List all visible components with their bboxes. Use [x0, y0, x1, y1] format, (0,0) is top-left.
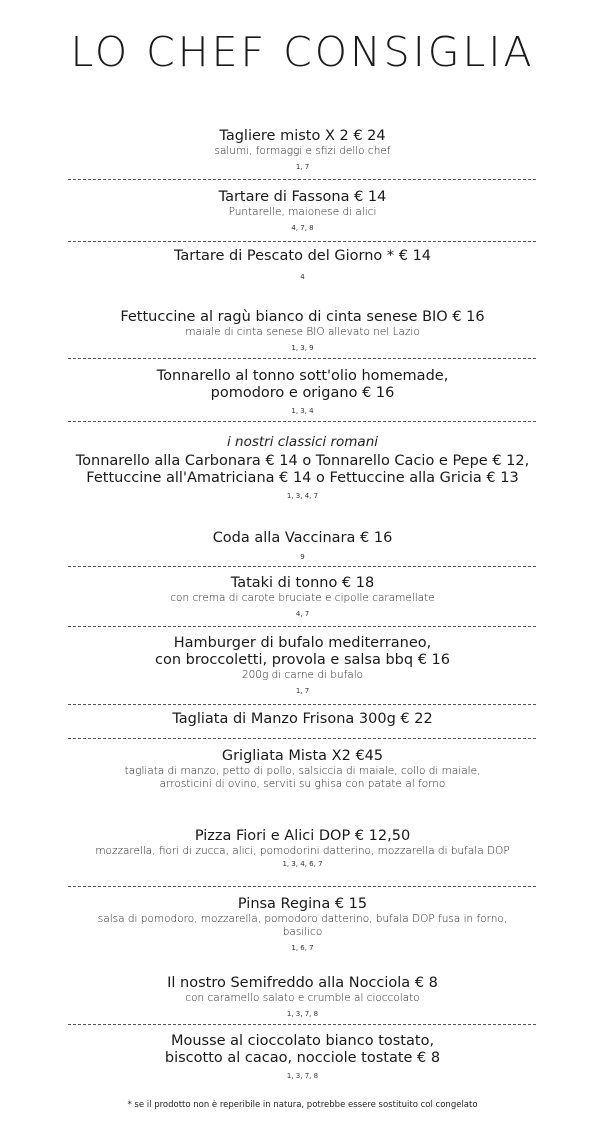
dish-description: mozzarella, fiori di zucca, alici, pomodorini datterino, mozzarella di bufala DOP	[95, 845, 510, 857]
allergens: 1, 3, 4, 7	[286, 492, 319, 500]
dish-description: tagliata di manzo, petto di pollo, salsiccia di maiale, collo di maiale, arrosticini di ovino, serviti su ghisa con patate al forno	[124, 765, 481, 790]
page-title: LO CHEF CONSIGLIA	[70, 28, 535, 76]
divider	[68, 886, 536, 887]
dish-price: € 12,50	[354, 828, 411, 844]
footnote: * se il prodotto non è reperibile in natura, potrebbe essere sostituito col congelato	[127, 1100, 478, 1110]
dish-price: € 16	[417, 652, 450, 668]
allergens: 1, 3, 4, 6, 7	[282, 860, 323, 868]
dish-price: € 16	[452, 309, 485, 325]
dish-name: Il nostro Semifreddo alla Nocciola € 8	[167, 975, 438, 991]
divider	[68, 626, 536, 627]
menu-item-pinsa-regina	[20, 896, 585, 953]
dish-price: € 14	[398, 248, 432, 264]
section-subheading: i nostri classici romani	[226, 434, 379, 450]
dish-name: Tonnarello alla Carbonara € 14 o Tonnarello Cacio e Pepe € 12, Fettuccine all'Amatriciana € 14 o Fettuccine alla Gricia € 13	[75, 453, 530, 486]
menu-item-tartare-pescato	[20, 248, 585, 282]
divider	[68, 241, 536, 242]
allergens: 4	[300, 273, 305, 281]
dish-price: € 18	[341, 575, 375, 591]
dish-description: con caramello salato e crumble al cioccolato	[185, 992, 420, 1004]
dish-name: Fettuccine al ragù bianco di cinta senese BIO € 16	[120, 309, 485, 325]
dish-description: maiale di cinta senese BIO allevato nel Lazio	[185, 326, 420, 338]
allergens: 1, 6, 7	[291, 944, 314, 952]
menu-item-tagliere	[20, 128, 585, 172]
divider	[68, 358, 536, 359]
menu-item-tataki	[20, 575, 585, 619]
dish-name: Tagliere misto X 2 € 24	[219, 128, 386, 144]
dish-price: € 16	[362, 385, 395, 401]
dish-description: 200g di carne di bufalo	[241, 669, 364, 681]
dish-price: € 14	[354, 189, 387, 205]
divider	[68, 1024, 536, 1025]
dish-name: Pinsa Regina € 15	[237, 896, 368, 912]
allergens: 1, 3, 7, 8	[286, 1010, 319, 1018]
menu-item-tonnarello-tonno	[20, 368, 585, 416]
dish-description: con crema di carote bruciate e cipolle caramellate	[170, 592, 435, 604]
allergens: 4, 7, 8	[291, 224, 314, 232]
allergens: 1, 3, 7, 8	[286, 1072, 319, 1080]
dish-name: Grigliata Mista X2 €45	[221, 748, 384, 764]
menu-item-classici-romani	[20, 434, 585, 501]
menu-item-pizza-fiori-alici	[20, 828, 585, 869]
dish-price: € 15	[334, 896, 368, 912]
dish-description: salsa di pomodoro, mozzarella, pomodoro datterino, bufala DOP fusa in forno, basilico	[97, 913, 508, 938]
dish-price: € 24	[353, 128, 386, 144]
menu-item-mousse	[20, 1033, 585, 1081]
menu-item-tagliata-manzo	[20, 711, 585, 728]
allergens: 1, 7	[295, 687, 310, 695]
dish-price: € 22	[400, 711, 433, 727]
menu-item-coda-vaccinara	[20, 530, 585, 562]
dish-price: € 16	[360, 530, 393, 546]
menu-item-semifreddo	[20, 975, 585, 1019]
dish-name: Tagliata di Manzo Frisona 300g € 22	[172, 711, 433, 727]
allergens: 1, 7	[295, 163, 310, 171]
dish-price: € 8	[417, 1050, 441, 1066]
dish-name: Tonnarello al tonno sott'olio homemade, pomodoro e origano € 16	[156, 368, 449, 401]
allergens: 4, 7	[295, 610, 310, 618]
dish-name: Pizza Fiori e Alici DOP € 12,50	[194, 828, 411, 844]
menu-item-tartare-fassona	[20, 189, 585, 233]
allergens: 1, 3, 9	[291, 344, 314, 352]
allergens: 1, 3, 4	[291, 407, 314, 415]
menu-item-grigliata-mista	[20, 748, 585, 791]
dish-description: Puntarelle, maionese di alici	[228, 206, 377, 218]
dish-description: salumi, formaggi e sfizi dello chef	[214, 145, 391, 157]
divider	[68, 738, 536, 739]
dish-name: Hamburger di bufalo mediterraneo, con broccoletti, provola e salsa bbq € 16	[154, 635, 450, 668]
divider	[68, 179, 536, 180]
dish-name: Tataki di tonno € 18	[230, 575, 375, 591]
allergens: 9	[300, 553, 305, 561]
dish-name: Coda alla Vaccinara € 16	[212, 530, 393, 546]
dish-price: € 8	[414, 975, 438, 991]
divider	[68, 421, 536, 422]
dish-name: Tartare di Fassona € 14	[218, 189, 387, 205]
dish-name: Tartare di Pescato del Giorno * € 14	[173, 248, 432, 264]
menu-item-hamburger-bufalo	[20, 635, 585, 696]
dish-price: €45	[355, 748, 384, 764]
menu-item-fettuccine-ragu	[20, 309, 585, 353]
dish-name: Mousse al cioccolato bianco tostato, biscotto al cacao, nocciole tostate € 8	[164, 1033, 441, 1066]
divider	[68, 704, 536, 705]
divider	[68, 566, 536, 567]
